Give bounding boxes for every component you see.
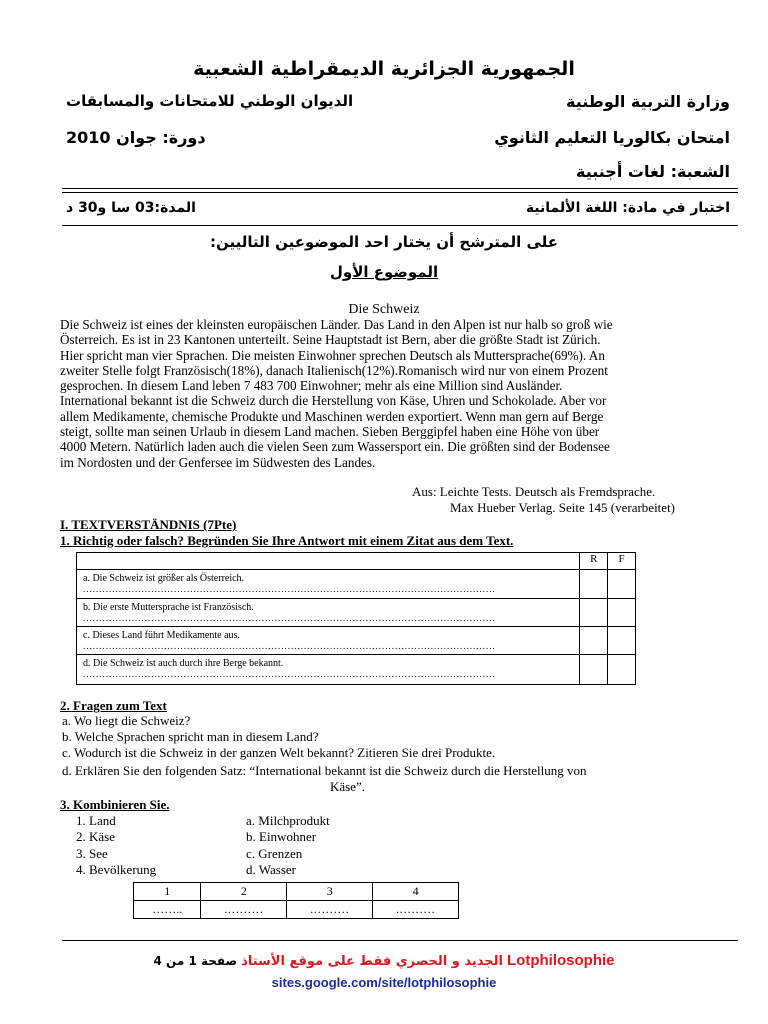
ministry-label: وزارة التربية الوطنية xyxy=(565,92,730,111)
watermark-brand: Lotphilosophie xyxy=(507,952,615,969)
grid-answer-1[interactable]: …….. xyxy=(134,901,201,919)
header-divider-bottom xyxy=(62,192,738,193)
question-d-cont: Käse”. xyxy=(330,779,366,794)
text-title: Die Schweiz xyxy=(348,302,420,317)
r-cell[interactable] xyxy=(580,570,608,599)
true-false-table xyxy=(76,552,636,685)
reading-text xyxy=(60,317,730,470)
watermark-arabic: الجديد و الحصري فقط على موقع الأستاذ xyxy=(241,954,504,969)
statement-cell xyxy=(77,599,580,627)
grid-head-4: 4 xyxy=(373,883,459,901)
statement-c: c. Dieses Land führt Medikamente aus. xyxy=(83,630,240,641)
match-right-a: a. Milchprodukt xyxy=(246,813,330,828)
q1-title: 1. Richtig oder falsch? Begründen Sie Ihre Antwort mit einem Zitat aus dem Text. xyxy=(60,533,514,548)
f-cell[interactable] xyxy=(608,627,636,655)
match-left-4: 4. Bevölkerung xyxy=(76,862,157,877)
table-row xyxy=(77,599,636,627)
table-row xyxy=(77,655,636,685)
text-line: 4000 Metern. Natürlich laden auch die vielen Seen zum Wassersport ein. Die größten sind der Bodensee xyxy=(60,439,610,455)
f-cell[interactable] xyxy=(608,599,636,627)
branch-label: الشعبة: لغات أجنبية xyxy=(575,162,730,181)
grid-answer-3[interactable]: .……… xyxy=(287,901,373,919)
match-right-b: b. Einwohner xyxy=(246,829,317,844)
choose-instruction: على المترشح أن يختار احد الموضوعين التاليين: xyxy=(209,233,559,251)
part1-title: I. TEXTVERSTÄNDNIS (7Pte) xyxy=(60,517,237,532)
text-line: Österreich. Es ist in 23 Kantonen unterteilt. Seine Hauptstadt ist Bern, aber die größte Stadt ist Zürich. xyxy=(60,332,601,348)
text-line: zweiter Stelle folgt Französisch(18%), danach Italienisch(12%).Romanisch wird nur von einem Prozent xyxy=(60,362,608,378)
q2-title: 2. Fragen zum Text xyxy=(60,698,167,713)
site-url[interactable]: sites.google.com/site/lotphilosophie xyxy=(271,975,497,990)
statement-d: d. Die Schweiz ist auch durch ihre Berge bekannt. xyxy=(83,658,284,669)
grid-head-1: 1 xyxy=(134,883,201,901)
grid-head-3: 3 xyxy=(287,883,373,901)
q3-title: 3. Kombinieren Sie. xyxy=(60,797,170,812)
answer-line[interactable]: ............................................................................................................................... xyxy=(83,613,496,623)
text-line: allem Medikamente, chemische Produkte und Maschinen werden exportiert. Wenn man gern auf Berge xyxy=(60,408,604,424)
col-r: R xyxy=(580,553,608,570)
source-line-1: Aus: Leichte Tests. Deutsch als Fremdsprache. xyxy=(412,484,656,499)
text-line: Die Schweiz ist eines der kleinsten europäischen Länder. Das Land in den Alpen ist nur halb so groß wie xyxy=(60,317,613,332)
match-left-2: 2. Käse xyxy=(76,829,115,844)
duration-label: المدة:03 سا و30 د xyxy=(66,200,196,216)
match-right-d: d. Wasser xyxy=(246,862,296,877)
statement-a: a. Die Schweiz ist größer als Österreich. xyxy=(83,573,245,584)
f-cell[interactable] xyxy=(608,655,636,685)
session-label: دورة: جوان 2010 xyxy=(66,128,206,147)
text-line: steigt, sollte man seinen Urlaub in diesem Land machen. Sieben Berggipfel haben eine Höhe von über xyxy=(60,424,600,440)
f-cell[interactable] xyxy=(608,570,636,599)
question-d: d. Erklären Sie den folgenden Satz: “International bekannt ist die Schweiz durch die Herstellung von xyxy=(62,763,587,778)
col-f: F xyxy=(608,553,636,570)
question-a: a. Wo liegt die Schweiz? xyxy=(62,713,191,728)
footer-watermark xyxy=(0,952,768,970)
question-c: c. Wodurch ist die Schweiz in der ganzen Welt bekannt? Zitieren Sie drei Produkte. xyxy=(62,745,496,760)
grid-answer-2[interactable]: .……… xyxy=(201,901,287,919)
table-row xyxy=(77,627,636,655)
subject-divider xyxy=(62,225,738,226)
match-left-3: 3. See xyxy=(76,846,108,861)
statement-cell xyxy=(77,655,580,685)
answer-line[interactable]: ............................................................................................................................... xyxy=(83,669,496,679)
statement-cell xyxy=(77,627,580,655)
matching-grid xyxy=(133,882,459,919)
text-line: International bekannt ist die Schweiz durch die Herstellung von Käse, Uhren und Schokolade. Aber vor xyxy=(60,393,607,409)
match-left-1: 1. Land xyxy=(76,813,116,828)
r-cell[interactable] xyxy=(580,627,608,655)
statement-cell xyxy=(77,570,580,599)
match-right-c: c. Grenzen xyxy=(246,846,303,861)
table-header-blank xyxy=(77,553,580,570)
office-label: الديوان الوطني للامتحانات والمسابقات xyxy=(66,92,354,110)
statement-b: b. Die erste Muttersprache ist Französisch. xyxy=(83,602,254,613)
question-b: b. Welche Sprachen spricht man in diesem Land? xyxy=(62,729,319,744)
r-cell[interactable] xyxy=(580,599,608,627)
answer-line[interactable]: ............................................................................................................................... xyxy=(83,584,496,594)
r-cell[interactable] xyxy=(580,655,608,685)
source-line-2: Max Hueber Verlag. Seite 145 (verarbeitet) xyxy=(450,500,676,515)
text-line: gesprochen. In diesem Land leben 7 483 700 Einwohner; mehr als eine Million sind Ausländer. xyxy=(60,378,563,394)
republic-title: الجمهورية الجزائرية الديمقراطية الشعبية xyxy=(193,58,575,80)
header-divider-top xyxy=(62,188,738,189)
subject-label: اختبار في مادة: اللغة الألمانية xyxy=(525,200,730,216)
text-line: Hier spricht man vier Sprachen. Die meisten Einwohner sprechen Deutsch als Muttersprache(69%). An xyxy=(60,347,605,363)
exam-label: امتحان بكالوريا التعليم الثانوي xyxy=(494,128,730,147)
topic-heading: الموضوع الأول xyxy=(329,263,439,281)
grid-answer-4[interactable]: .……… xyxy=(373,901,459,919)
page-number: صفحة 1 من 4 xyxy=(153,954,238,968)
footer-divider xyxy=(62,940,738,941)
table-row xyxy=(77,570,636,599)
answer-line[interactable]: ............................................................................................................................... xyxy=(83,641,496,651)
text-line: im Nordosten und der Genfersee im Südwesten des Landes. xyxy=(60,454,376,470)
grid-head-2: 2 xyxy=(201,883,287,901)
